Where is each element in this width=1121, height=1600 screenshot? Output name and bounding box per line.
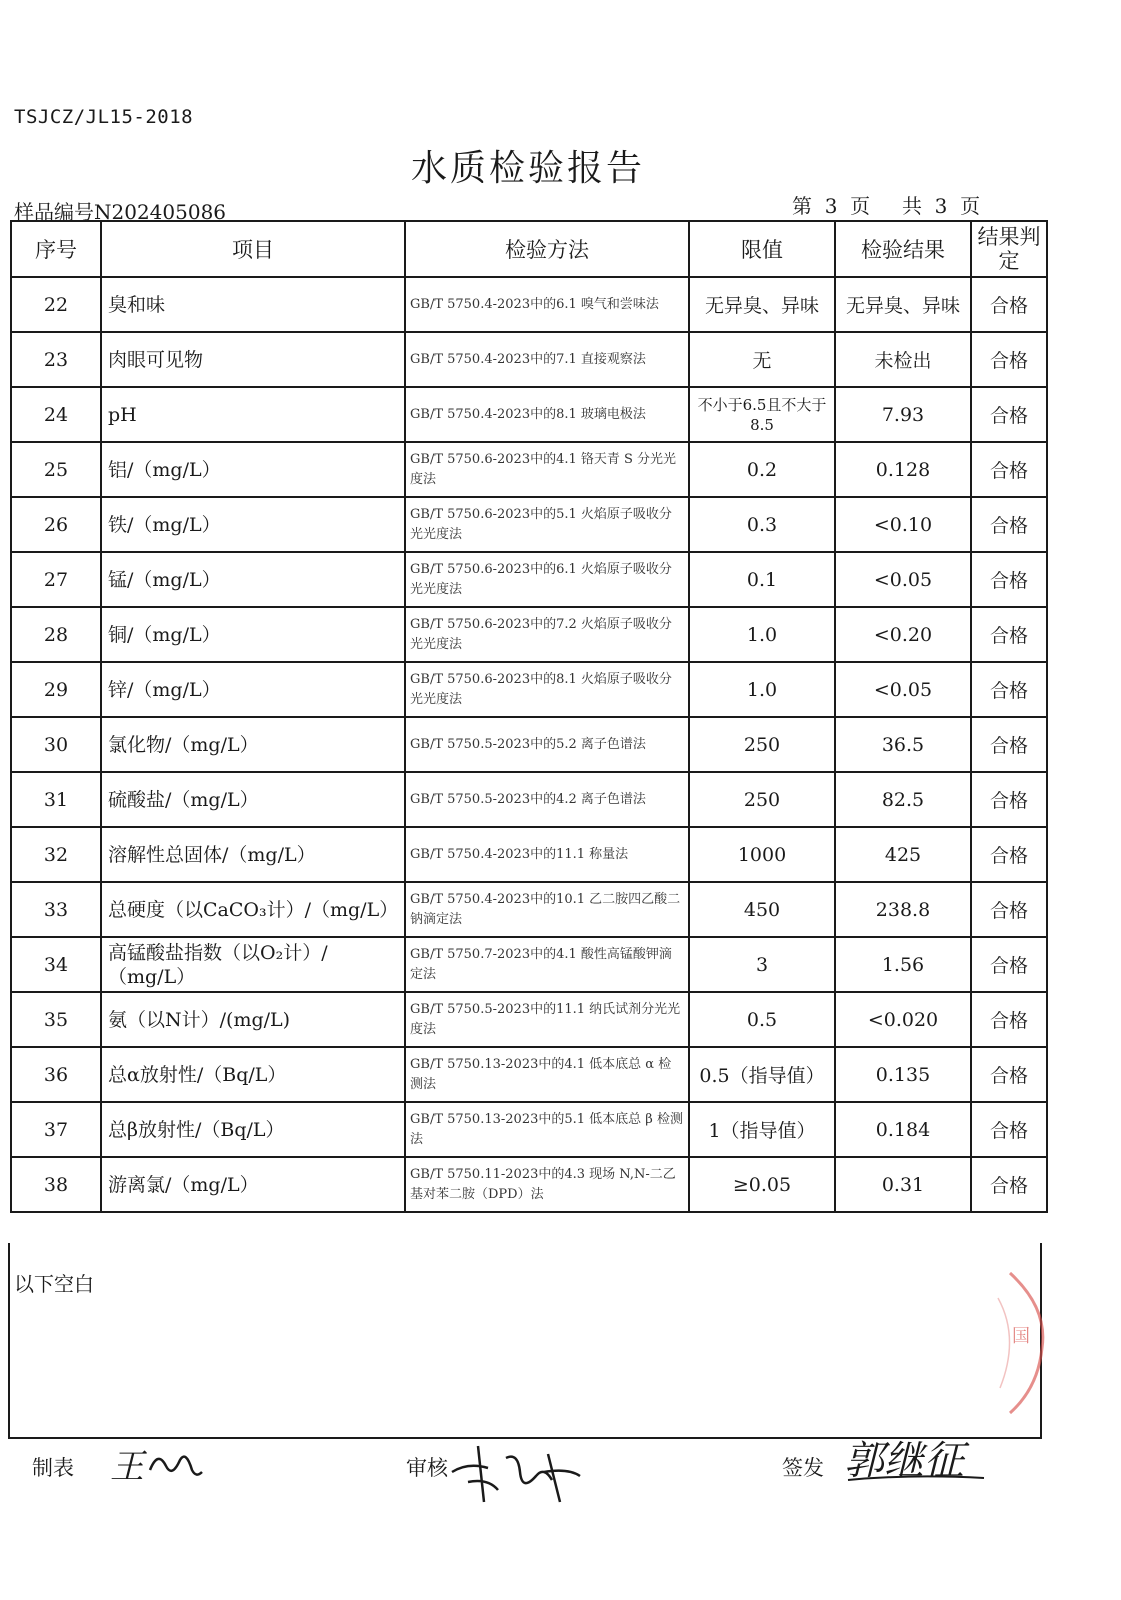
table-row: [11, 1047, 1047, 1102]
limit-value: 250: [689, 772, 835, 827]
test-result: 无异臭、异味: [835, 277, 971, 332]
test-result: 82.5: [835, 772, 971, 827]
table-row: [11, 607, 1047, 662]
row-number: 35: [11, 992, 101, 1047]
table-row: [11, 1157, 1047, 1212]
test-result: 36.5: [835, 717, 971, 772]
row-number: 23: [11, 332, 101, 387]
test-method: GB/T 5750.6-2023中的4.1 铬天青 S 分光光度法: [405, 442, 689, 497]
test-result: 0.135: [835, 1047, 971, 1102]
page-indicator: 第 3 页 共 3 页: [792, 194, 981, 218]
verdict: 合格: [971, 387, 1047, 442]
row-number: 38: [11, 1157, 101, 1212]
row-number: 28: [11, 607, 101, 662]
table-row: [11, 772, 1047, 827]
row-number: 27: [11, 552, 101, 607]
row-number: 25: [11, 442, 101, 497]
row-number: 32: [11, 827, 101, 882]
verdict: 合格: [971, 1047, 1047, 1102]
row-number: 24: [11, 387, 101, 442]
table-row: [11, 827, 1047, 882]
document-code: TSJCZ/JL15-2018: [14, 106, 194, 128]
limit-value: 0.5（指导值）: [689, 1047, 835, 1102]
test-method: GB/T 5750.5-2023中的5.2 离子色谱法: [405, 717, 689, 772]
column-header-verdict: 结果判定: [971, 221, 1047, 277]
table-row: [11, 332, 1047, 387]
test-method: GB/T 5750.11-2023中的4.3 现场 N,N-二乙基对苯二胺（DPD）法: [405, 1157, 689, 1212]
test-method: GB/T 5750.5-2023中的11.1 纳氏试剂分光光度法: [405, 992, 689, 1047]
limit-value: 0.2: [689, 442, 835, 497]
item-name: 臭和味: [101, 277, 405, 332]
limit-value: 250: [689, 717, 835, 772]
table-header-row: [11, 221, 1047, 277]
test-result: 1.56: [835, 937, 971, 992]
test-method: GB/T 5750.6-2023中的8.1 火焰原子吸收分光光度法: [405, 662, 689, 717]
row-number: 33: [11, 882, 101, 937]
test-method: GB/T 5750.4-2023中的10.1 乙二胺四乙酸二钠滴定法: [405, 882, 689, 937]
row-number: 26: [11, 497, 101, 552]
test-method: GB/T 5750.5-2023中的4.2 离子色谱法: [405, 772, 689, 827]
item-name: 铜/（mg/L）: [101, 607, 405, 662]
test-method: GB/T 5750.6-2023中的5.1 火焰原子吸收分光光度法: [405, 497, 689, 552]
test-method: GB/T 5750.4-2023中的7.1 直接观察法: [405, 332, 689, 387]
test-method: GB/T 5750.4-2023中的6.1 嗅气和尝味法: [405, 277, 689, 332]
column-header-result: 检验结果: [835, 221, 971, 277]
limit-value: 不小于6.5且不大于8.5: [689, 387, 835, 442]
item-name: 氯化物/（mg/L）: [101, 717, 405, 772]
issued-by-name: 郭继征: [844, 1438, 964, 1484]
table-body: [11, 277, 1047, 1212]
verdict: 合格: [971, 277, 1047, 332]
item-name: 高锰酸盐指数（以O₂计）/（mg/L）: [101, 937, 405, 992]
limit-value: 1000: [689, 827, 835, 882]
column-header-item: 项目: [101, 221, 405, 277]
item-name: 游离氯/（mg/L）: [101, 1157, 405, 1212]
table-row: [11, 552, 1047, 607]
table-row: [11, 497, 1047, 552]
item-name: 总硬度（以CaCO₃计）/（mg/L）: [101, 882, 405, 937]
test-result: <0.020: [835, 992, 971, 1047]
item-name: pH: [101, 387, 405, 442]
report-title: 水质检验报告: [410, 148, 645, 189]
limit-value: 0.3: [689, 497, 835, 552]
table-row: [11, 882, 1047, 937]
item-name: 锌/（mg/L）: [101, 662, 405, 717]
row-number: 37: [11, 1102, 101, 1157]
limit-value: 1.0: [689, 607, 835, 662]
row-number: 30: [11, 717, 101, 772]
test-result: 0.31: [835, 1157, 971, 1212]
limit-value: 0.5: [689, 992, 835, 1047]
test-method: GB/T 5750.4-2023中的8.1 玻璃电极法: [405, 387, 689, 442]
table-row: [11, 992, 1047, 1047]
limit-value: ≥0.05: [689, 1157, 835, 1212]
verdict: 合格: [971, 442, 1047, 497]
row-number: 22: [11, 277, 101, 332]
item-name: 总β放射性/（Bq/L）: [101, 1102, 405, 1157]
test-result: <0.10: [835, 497, 971, 552]
table-row: [11, 277, 1047, 332]
verdict: 合格: [971, 497, 1047, 552]
table-row: [11, 442, 1047, 497]
table-row: [11, 387, 1047, 442]
item-name: 氨（以N计）/(mg/L): [101, 992, 405, 1047]
limit-value: 3: [689, 937, 835, 992]
limit-value: 无异臭、异味: [689, 277, 835, 332]
test-method: GB/T 5750.13-2023中的5.1 低本底总 β 检测法: [405, 1102, 689, 1157]
item-name: 肉眼可见物: [101, 332, 405, 387]
table-row: [11, 717, 1047, 772]
prepared-by-signature: [108, 1440, 204, 1490]
test-result: <0.05: [835, 552, 971, 607]
remarks-box: [8, 1243, 1042, 1439]
test-method: GB/T 5750.13-2023中的4.1 低本底总 α 检测法: [405, 1047, 689, 1102]
test-method: GB/T 5750.7-2023中的4.1 酸性高锰酸钾滴定法: [405, 937, 689, 992]
prepared-by-name: 王: [110, 1447, 144, 1487]
test-result: <0.20: [835, 607, 971, 662]
table-row: [11, 662, 1047, 717]
row-number: 29: [11, 662, 101, 717]
verdict: 合格: [971, 992, 1047, 1047]
test-result: 0.184: [835, 1102, 971, 1157]
verdict: 合格: [971, 882, 1047, 937]
item-name: 总α放射性/（Bq/L）: [101, 1047, 405, 1102]
verdict: 合格: [971, 1157, 1047, 1212]
row-number: 31: [11, 772, 101, 827]
verdict: 合格: [971, 937, 1047, 992]
test-result: 0.128: [835, 442, 971, 497]
column-header-limit: 限值: [689, 221, 835, 277]
test-result: 7.93: [835, 387, 971, 442]
reviewed-by-signature: [448, 1432, 588, 1512]
sample-number: 样品编号N202405086: [14, 200, 227, 224]
item-name: 铁/（mg/L）: [101, 497, 405, 552]
test-result: <0.05: [835, 662, 971, 717]
table-row: [11, 1102, 1047, 1157]
test-method: GB/T 5750.6-2023中的6.1 火焰原子吸收分光光度法: [405, 552, 689, 607]
verdict: 合格: [971, 332, 1047, 387]
test-method: GB/T 5750.6-2023中的7.2 火焰原子吸收分光光度法: [405, 607, 689, 662]
table-row: [11, 937, 1047, 992]
verdict: 合格: [971, 1102, 1047, 1157]
verdict: 合格: [971, 772, 1047, 827]
issued-by-signature: [842, 1430, 992, 1490]
remarks-text: 以下空白: [14, 1272, 94, 1296]
limit-value: 0.1: [689, 552, 835, 607]
verdict: 合格: [971, 607, 1047, 662]
test-result: 238.8: [835, 882, 971, 937]
verdict: 合格: [971, 662, 1047, 717]
item-name: 溶解性总固体/（mg/L）: [101, 827, 405, 882]
item-name: 锰/（mg/L）: [101, 552, 405, 607]
test-result: 未检出: [835, 332, 971, 387]
prepared-by-label: 制表: [32, 1456, 74, 1480]
limit-value: 450: [689, 882, 835, 937]
test-result: 425: [835, 827, 971, 882]
row-number: 34: [11, 937, 101, 992]
limit-value: 1（指导值）: [689, 1102, 835, 1157]
item-name: 硫酸盐/（mg/L）: [101, 772, 405, 827]
column-header-method: 检验方法: [405, 221, 689, 277]
reviewed-by-label: 审核: [406, 1456, 448, 1480]
verdict: 合格: [971, 552, 1047, 607]
row-number: 36: [11, 1047, 101, 1102]
stamp-text: 国: [1012, 1326, 1030, 1347]
issued-by-label: 签发: [782, 1456, 824, 1480]
limit-value: 1.0: [689, 662, 835, 717]
verdict: 合格: [971, 717, 1047, 772]
item-name: 铝/（mg/L）: [101, 442, 405, 497]
column-header-no: 序号: [11, 221, 101, 277]
limit-value: 无: [689, 332, 835, 387]
test-method: GB/T 5750.4-2023中的11.1 称量法: [405, 827, 689, 882]
inspection-table: [10, 220, 1048, 1213]
verdict: 合格: [971, 827, 1047, 882]
